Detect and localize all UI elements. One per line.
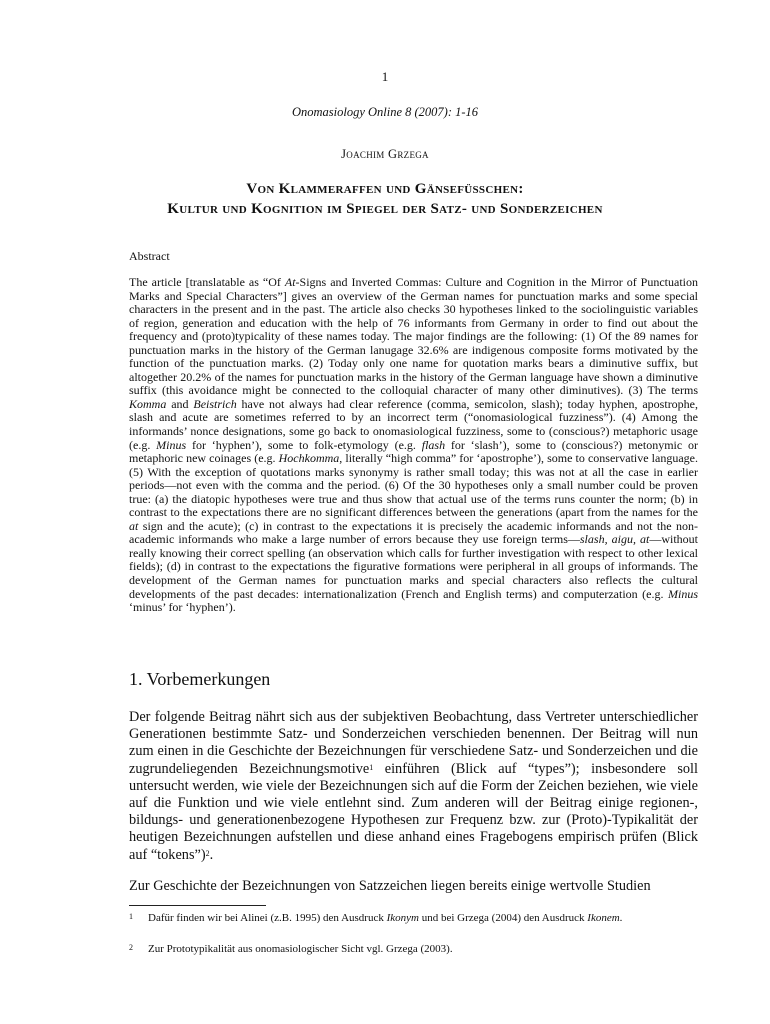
paragraph-text: einführen (Blick auf “types”); insbesondere soll untersucht werden, wie viele der Bezeichnungen sich auf die Form der Zeichen beziehen, wie viele auf die Funktion und wie viele entlehnt sind. Zum anderen will der Beitrag einige regionen-, bildungs- und generationenbezogene Hypothesen zur Frequenz bzw. zur (Proto)-Typikalität der heutigen Bezeichnungen aufstellen und diese anhand eines Fragebogens empirisch prüfen (Blick auf “tokens”) xyxy=(129,760,698,863)
page-number: 1 xyxy=(381,69,389,84)
footnote-text: Dafür finden wir bei Alinei (z.B. 1995) den Ausdruck Ikonym und bei Grzega (2004) den Ausdruck Ikonem. xyxy=(148,912,623,924)
abstract-italic-term: flash xyxy=(421,437,446,452)
footnote-text: Zur Prototypikalität aus onomasiologischer Sicht vgl. Grzega (2003). xyxy=(148,943,453,955)
abstract-body xyxy=(129,276,698,615)
author-name: Joachim Grzega xyxy=(341,147,429,161)
abstract-text: ‘minus’ for ‘hyphen’). xyxy=(129,600,236,615)
abstract-text: have not always had clear reference (comma, semicolon, slash); today hyphen, apostrophe, slash and acute are sometimes referred to by an incorrect term (“onomasiological fuzziness”). (4) Among the informands’ nonce designations, some go back to onomasiological fuzziness, some to (conscious?) metaphoric usage (e.g. xyxy=(129,396,699,452)
footnote-ref-2[interactable]: 2 xyxy=(205,848,210,858)
abstract-text: sign and the acute); (c) in contrast to the expectations it is precisely the academic informands and not the non-academic informands who make a large number of errors because they use foreign terms— xyxy=(129,518,698,547)
abstract-italic-term: Minus xyxy=(156,437,187,452)
paragraph-text: Der folgende Beitrag nährt sich aus der subjektiven Beobachtung, dass Vertreter unterschiedlicher Generationen bestimmte Satz- und Sonderzeichen verschieden benennen. Der Beitrag will nun zum einen in die Geschichte der Bezeichnungen für verschiedene Satz- und Sonderzeichen und die zugrundeliegenden Bezeichnungsmotive xyxy=(129,709,698,777)
abstract-text: for ‘slash’), some to (conscious?) metonymic or metaphoric new coinages (e.g. xyxy=(129,437,698,466)
body-paragraph-1 xyxy=(129,709,698,864)
footnote-ref-1[interactable]: 1 xyxy=(369,762,374,772)
abstract-italic-term: At xyxy=(284,275,296,289)
abstract-text: , literally “high comma” for ‘apostrophe’), some to conservative language. (5) With the exception of quotations marks synonymy is rather small today; this was not at all the case in earlier periods—not even with the comma and the period. (6) Of the 30 hypotheses only a small number could be proven true: (a) the diatopic hypotheses were true and thus show that actual use of the terms runs counter the norm; (b) in contrast to the expectations there are no significant differences between the generations (apart from the names for the xyxy=(129,451,698,520)
abstract-text: -Signs and Inverted Commas: Culture and Cognition in the Mirror of Punctuation Marks and Special Characters”] gives an overview of the German names for punctuation marks and some special characters in the present and in the past. The article also checks 30 hypotheses linked to the sociolinguistic variables of region, generation and education with the help of 76 informants from Germany in order to find out about the frequency and (proto)typicality of these names today. The major findings are the following: (1) Of the 89 names for punctuation marks in the history of the German lanugage 32.6% are indigenous composite forms motivated by the function of the punctuation marks. (2) Today only one name for quotation marks bears a diminutive suffix, but altogether 20.2% of the names for punctuation marks in the history of the German language have shown a diminutive suffix (this avoidance might be connected to the colloquial character of many other diminutives). (3) The terms xyxy=(129,275,698,398)
abstract-text: and xyxy=(166,396,194,411)
paragraph-text: . xyxy=(209,846,214,863)
abstract-text: The article [translatable as “Of xyxy=(129,275,285,289)
abstract-italic-term: Beistrich xyxy=(193,396,237,411)
footnote-number: 2 xyxy=(129,943,133,952)
abstract-italic-term: Komma xyxy=(129,396,167,411)
footnote-divider xyxy=(129,905,266,906)
abstract-italic-term: Hochkomma xyxy=(278,451,340,466)
paper-title-line-2: Kultur und Kognition im Spiegel der Satz- und Sonderzeichen xyxy=(167,201,603,217)
section-heading: 1. Vorbemerkungen xyxy=(129,669,271,689)
paper-title-line-1: Von Klammeraffen und Gänsefüsschen: xyxy=(246,181,524,197)
body-paragraph-2: Zur Geschichte der Bezeichnungen von Satzzeichen liegen bereits einige wertvolle Studien xyxy=(129,878,651,894)
journal-citation: Onomasiology Online 8 (2007): 1-16 xyxy=(291,105,479,119)
abstract-italic-term: at xyxy=(129,518,139,533)
abstract-italic-term: Minus xyxy=(668,586,698,601)
abstract-text: —without really knowing their correct spelling (an observation which calls for further investigation with respect to other lexical fields); (d) in contrast to the expectations the figurative formations were peripheral in all groups of informands. The development of the German names for punctuation marks and special characters also reflects the cultural developments of the past decades: internationalization (French and English terms) and computerzation (e.g. xyxy=(129,532,698,601)
abstract-italic-term: slash, aigu, at xyxy=(579,532,650,547)
abstract-text: for ‘hyphen’), some to folk-etymology (e.g. xyxy=(186,437,422,452)
footnote-number: 1 xyxy=(129,912,133,921)
abstract-heading: Abstract xyxy=(129,249,170,263)
